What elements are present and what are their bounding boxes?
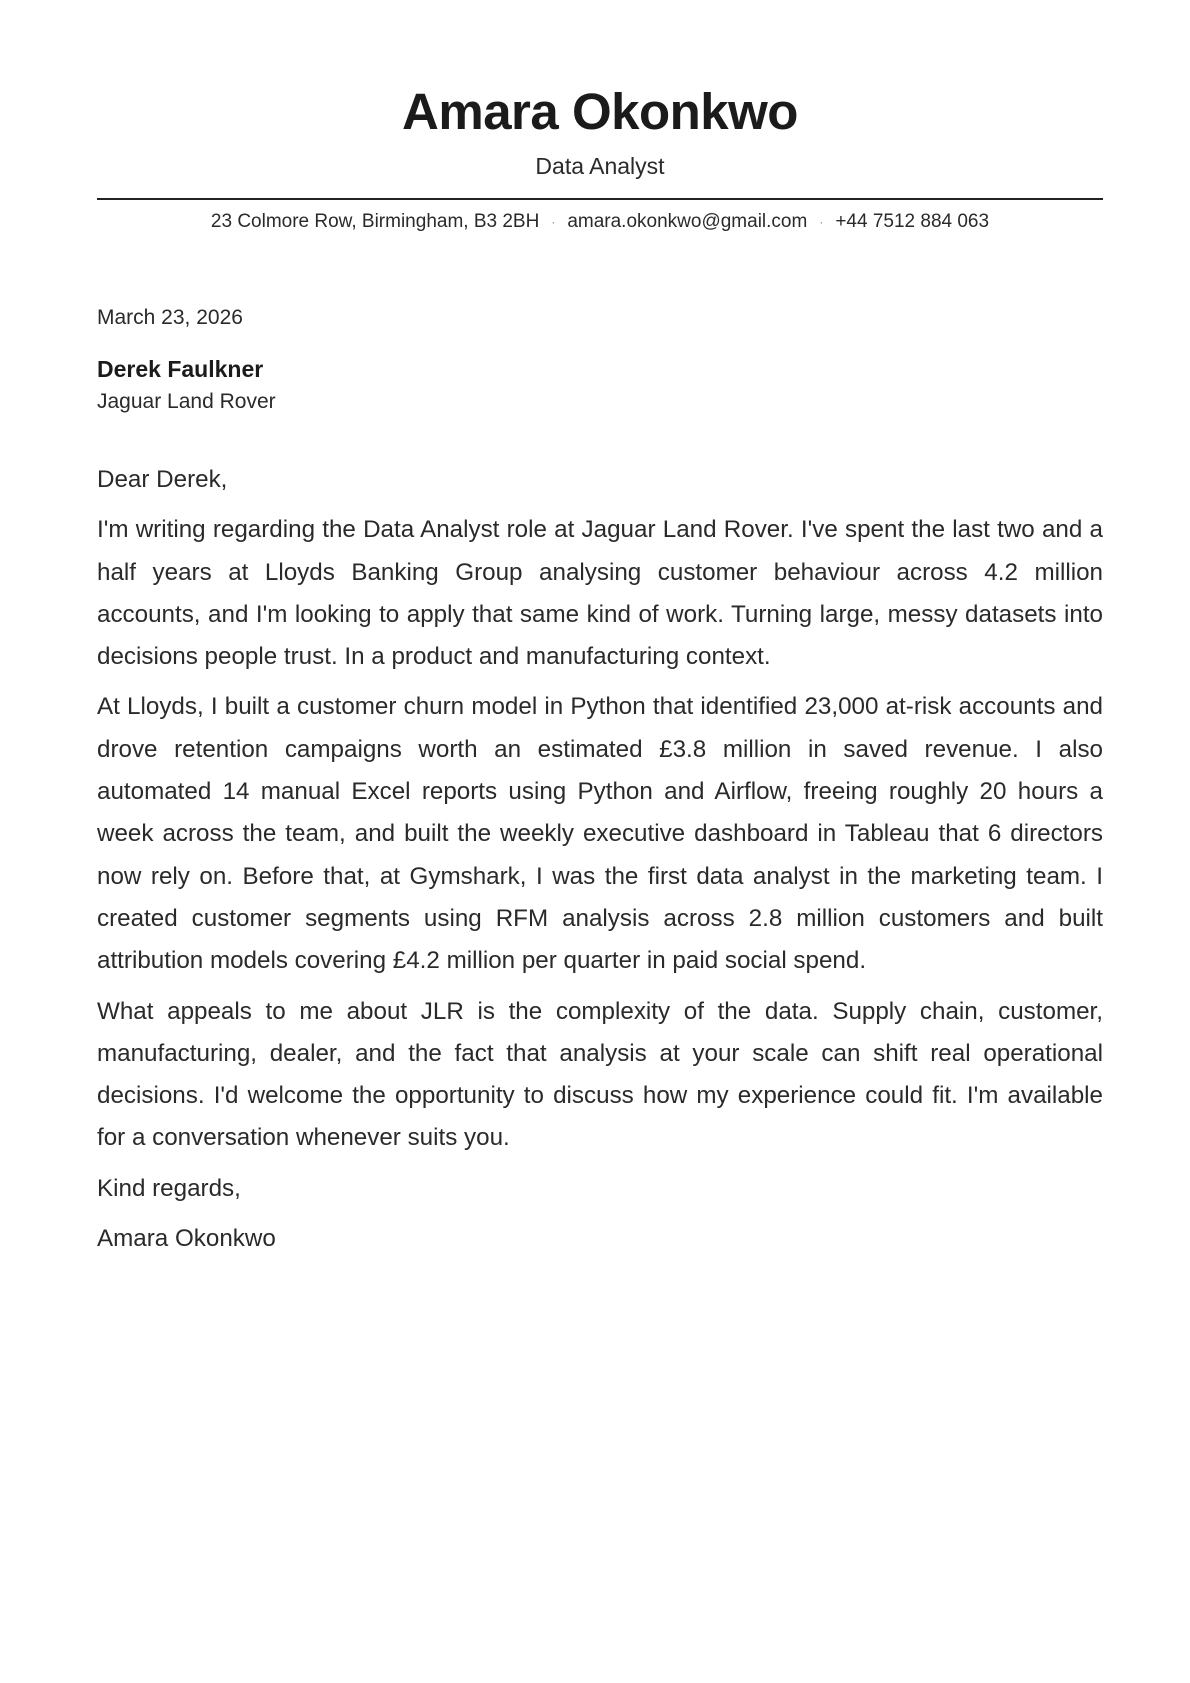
applicant-title: Data Analyst <box>535 153 665 179</box>
paragraph-experience: At Lloyds, I built a customer churn model in Python that identified 23,000 at-risk accounts and drove retention campaigns worth an estimated £3.8 million in saved revenue. I also automated 14 manual Excel reports using Python and Airflow, freeing roughly 20 hours a week across the team, and built the weekly executive dashboard in Tableau that 6 directors now rely on. Before that, at Gymshark, I was the first data analyst in the marketing team. I created customer segments using RFM analysis across 2.8 million customers and built attribution models covering £4.2 million per quarter in paid social spend. <box>97 693 1103 975</box>
contact-line <box>97 210 1103 234</box>
contact-email: amara.okonkwo@gmail.com <box>567 211 808 233</box>
salutation: Dear Derek, <box>97 466 228 493</box>
signature: Amara Okonkwo <box>97 1225 276 1253</box>
header-divider <box>97 198 1103 200</box>
paragraph-motivation: What appeals to me about JLR is the complexity of the data. Supply chain, customer, manufacturing, dealer, and the fact that analysis at your scale can shift real operational decisions. I'd welcome the opportunity to discuss how my experience could fit. I'm available for a conversation whenever suits you. <box>97 997 1103 1152</box>
letter-body <box>97 459 1103 1268</box>
contact-phone: +44 7512 884 063 <box>835 211 990 233</box>
contact-address: 23 Colmore Row, Birmingham, B3 2BH <box>210 211 540 233</box>
recipient-name: Derek Faulkner <box>97 356 264 382</box>
separator-dot: · <box>551 215 556 229</box>
recipient-company: Jaguar Land Rover <box>97 390 276 413</box>
separator-dot: · <box>819 215 824 229</box>
applicant-name: Amara Okonkwo <box>402 83 798 140</box>
paragraph-intro: I'm writing regarding the Data Analyst role at Jaguar Land Rover. I've spent the last two and a half years at Lloyds Banking Group analysing customer behaviour across 4.2 million accounts, and I'm looking to apply that same kind of work. Turning large, messy datasets into decisions people trust. In a product and manufacturing context. <box>97 516 1103 671</box>
letter-date: March 23, 2026 <box>97 306 243 329</box>
closing: Kind regards, <box>97 1174 241 1202</box>
